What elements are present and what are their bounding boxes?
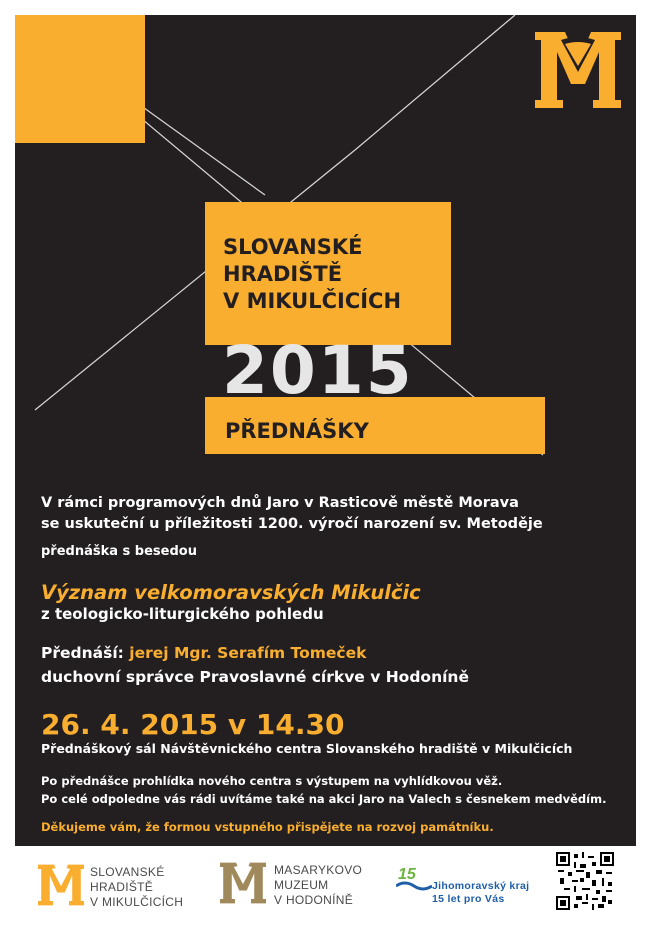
intro-line: se uskuteční u příležitosti 1200. výročí narození sv. Metoděje [41,516,543,532]
mikulcice-footer-logo [38,864,84,906]
lecture-subtitle: z teologicko-liturgického pohledu [41,605,324,623]
poster-title [223,234,401,315]
title-line: V MIKULČICÍCH [223,289,402,313]
footer-line: MUZEUM [274,878,329,892]
year: 2015 [222,332,414,409]
poster [15,15,636,846]
thanks-note: Děkujeme vám, že formou vstupného přispějete na rozvoj památníku. [41,820,494,834]
lecture-topic: Význam velkomoravských Mikulčic [41,581,421,604]
footer-museum-text [274,863,362,908]
event-date: 26. 4. 2015 v 14.30 [41,708,345,741]
title-line: SLOVANSKÉ [223,235,363,259]
footer-line: MASARYKOVO [274,863,363,877]
lecturer-label: Přednáší: [41,644,124,662]
kraj-wave-icon [396,880,432,892]
lecturer-name: jerej Mgr. Serafím Tomeček [129,644,367,662]
mikulcice-logo [535,32,621,108]
intro [41,493,543,562]
footer-line: Jihomoravský kraj [432,880,530,892]
note-line: Po přednášce prohlídka nového centra s výstupem na vyhlídkovou věž. [41,774,503,788]
museum-footer-logo [220,862,266,904]
footer-kraj-text [432,880,529,906]
series-label: PŘEDNÁŠKY [225,419,369,443]
footer-line: 15 let pro Vás [432,893,505,905]
title-box [205,202,451,345]
intro-line: V rámci programových dnů Jaro v Rasticově městě Morava [41,495,519,511]
event-note [41,772,606,808]
lecturer-line [41,641,469,665]
lecturer-role: duchovní správce Pravoslavné církve v Hodoníně [41,668,469,686]
footer-line: SLOVANSKÉ [90,865,165,879]
title-line: HRADIŠTĚ [223,262,343,286]
footer-line: V MIKULČICÍCH [90,895,184,909]
intro-line: přednáška s besedou [41,544,197,559]
event-venue: Přednáškový sál Návštěvnického centra Slovanského hradiště v Mikulčicích [41,741,573,756]
footer-mikulcice-text [90,865,183,910]
lecturer [41,641,469,689]
qr-code[interactable] [556,852,614,910]
footer-line: HRADIŠTĚ [90,880,154,894]
footer-line: V HODONÍNĚ [274,893,354,907]
note-line: Po celé odpoledne vás rádi uvítáme také na akci Jaro na Valech s česnekem medvědím. [41,792,607,806]
corner-block [15,15,145,143]
kraj-number: 15 [398,866,416,883]
